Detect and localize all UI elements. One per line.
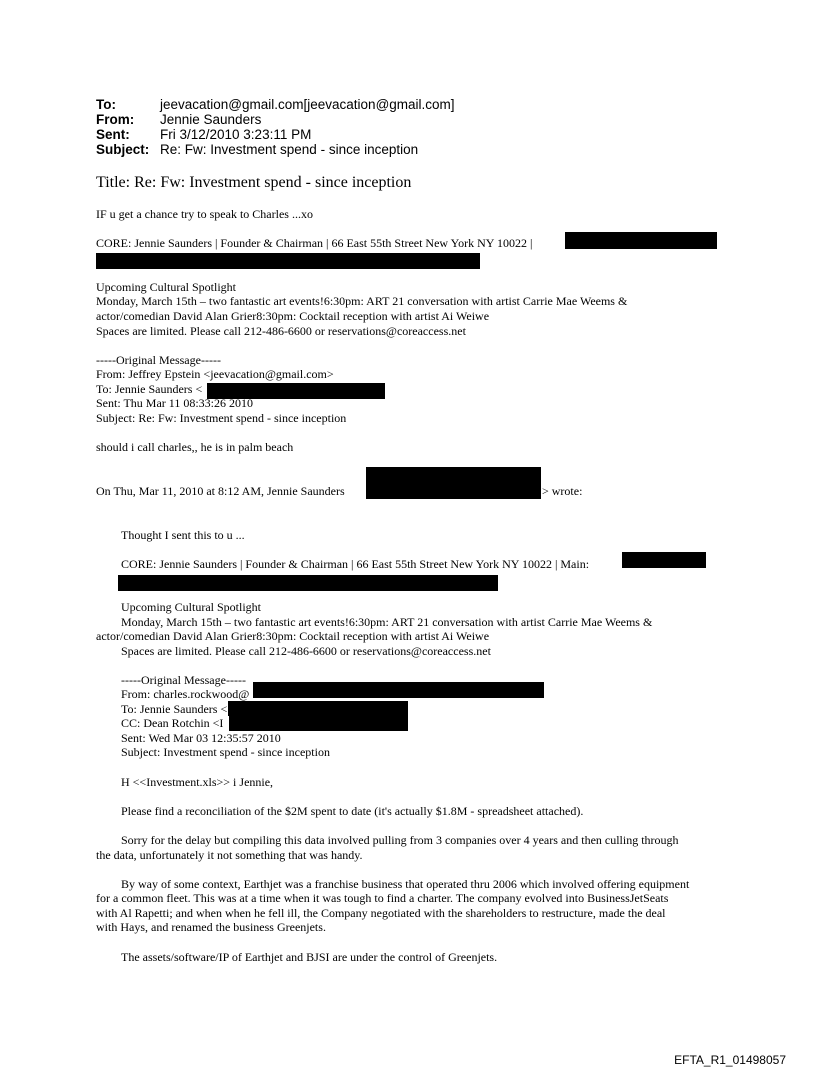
redaction-box — [253, 682, 544, 698]
body-line: H <<Investment.xls>> i Jennie, — [121, 775, 274, 789]
body-line: actor/comedian David Alan Grier8:30pm: Cocktail reception with artist Ai Weiwe — [96, 629, 490, 643]
signature-line: CORE: Jennie Saunders | Founder & Chairman | 66 East 55th Street New York NY 10022 | — [96, 236, 533, 250]
body-line: IF u get a chance try to speak to Charles ...xo — [96, 207, 313, 221]
document-title: Title: Re: Fw: Investment spend - since inception — [96, 174, 412, 191]
quote-intro: On Thu, Mar 11, 2010 at 8:12 AM, Jennie Saunders — [96, 484, 345, 498]
redaction-box — [229, 716, 408, 731]
body-line: The assets/software/IP of Earthjet and BJSI are under the control of Greenjets. — [121, 950, 498, 964]
to-label: To: — [96, 97, 116, 112]
body-line: Spaces are limited. Please call 212-486-6600 or reservations@coreaccess.net — [121, 644, 491, 658]
body-line: should i call charles,, he is in palm beach — [96, 440, 294, 454]
body-line: with Al Rapetti; and when when he fell ill, the Company negotiated with the shareholders to restructure, made the deal — [96, 906, 666, 920]
signature-line: CORE: Jennie Saunders | Founder & Chairman | 66 East 55th Street New York NY 10022 | Main: — [121, 557, 590, 571]
subject-value: Re: Fw: Investment spend - since inception — [160, 142, 419, 157]
from-label: From: — [96, 112, 135, 127]
body-line: with Hays, and renamed the business Greenjets. — [96, 920, 326, 934]
to-value: jeevacation@gmail.com[jeevacation@gmail.com] — [160, 97, 455, 112]
body-line: Sent: Wed Mar 03 12:35:57 2010 — [121, 731, 281, 745]
from-value: Jennie Saunders — [160, 112, 262, 127]
redaction-box — [96, 253, 480, 269]
body-line: To: Jennie Saunders < — [121, 702, 228, 716]
body-line: CC: Dean Rotchin <I — [121, 716, 224, 730]
body-line: Please find a reconciliation of the $2M spent to date (it's actually $1.8M - spreadsheet attached). — [121, 804, 584, 818]
redaction-box — [366, 467, 541, 499]
body-line: From: charles.rockwood@ — [121, 687, 250, 701]
spotlight-heading: Upcoming Cultural Spotlight — [121, 600, 261, 614]
original-message-marker: -----Original Message----- — [96, 353, 221, 367]
body-line: Spaces are limited. Please call 212-486-6600 or reservations@coreaccess.net — [96, 324, 466, 338]
body-line: actor/comedian David Alan Grier8:30pm: Cocktail reception with artist Ai Weiwe — [96, 309, 490, 323]
body-line: Monday, March 15th – two fantastic art events!6:30pm: ART 21 conversation with artist Carrie Mae Weems & — [121, 615, 653, 629]
redaction-box — [228, 701, 408, 716]
spotlight-heading: Upcoming Cultural Spotlight — [96, 280, 236, 294]
original-message-marker: -----Original Message----- — [121, 673, 246, 687]
body-line: Monday, March 15th – two fantastic art events!6:30pm: ART 21 conversation with artist Carrie Mae Weems & — [96, 294, 628, 308]
redaction-box — [118, 575, 498, 591]
body-line: Sent: Thu Mar 11 08:33:26 2010 — [96, 396, 253, 410]
document-id: EFTA_R1_01498057 — [674, 1053, 786, 1067]
body-line: Subject: Re: Fw: Investment spend - since inception — [96, 411, 347, 425]
body-line: By way of some context, Earthjet was a franchise business that operated thru 2006 which involved offering equipment — [121, 877, 690, 891]
sent-label: Sent: — [96, 127, 130, 142]
body-line: Subject: Investment spend - since inception — [121, 745, 330, 759]
body-line: Sorry for the delay but compiling this data involved pulling from 3 companies over 4 years and then culling through — [121, 833, 679, 847]
body-line: Thought I sent this to u ... — [121, 528, 245, 542]
body-line: for a common fleet. This was at a time when it was tough to find a charter. The company evolved into BusinessJetSeats — [96, 891, 669, 905]
redaction-box — [565, 232, 717, 249]
body-line: To: Jennie Saunders < — [96, 382, 203, 396]
subject-label: Subject: — [96, 142, 150, 157]
body-line: the data, unfortunately it not something that was handy. — [96, 848, 363, 862]
redaction-box — [622, 552, 706, 568]
sent-value: Fri 3/12/2010 3:23:11 PM — [160, 127, 312, 142]
quote-intro-end: > wrote: — [542, 484, 583, 498]
body-line: From: Jeffrey Epstein <jeevacation@gmail.com> — [96, 367, 334, 381]
